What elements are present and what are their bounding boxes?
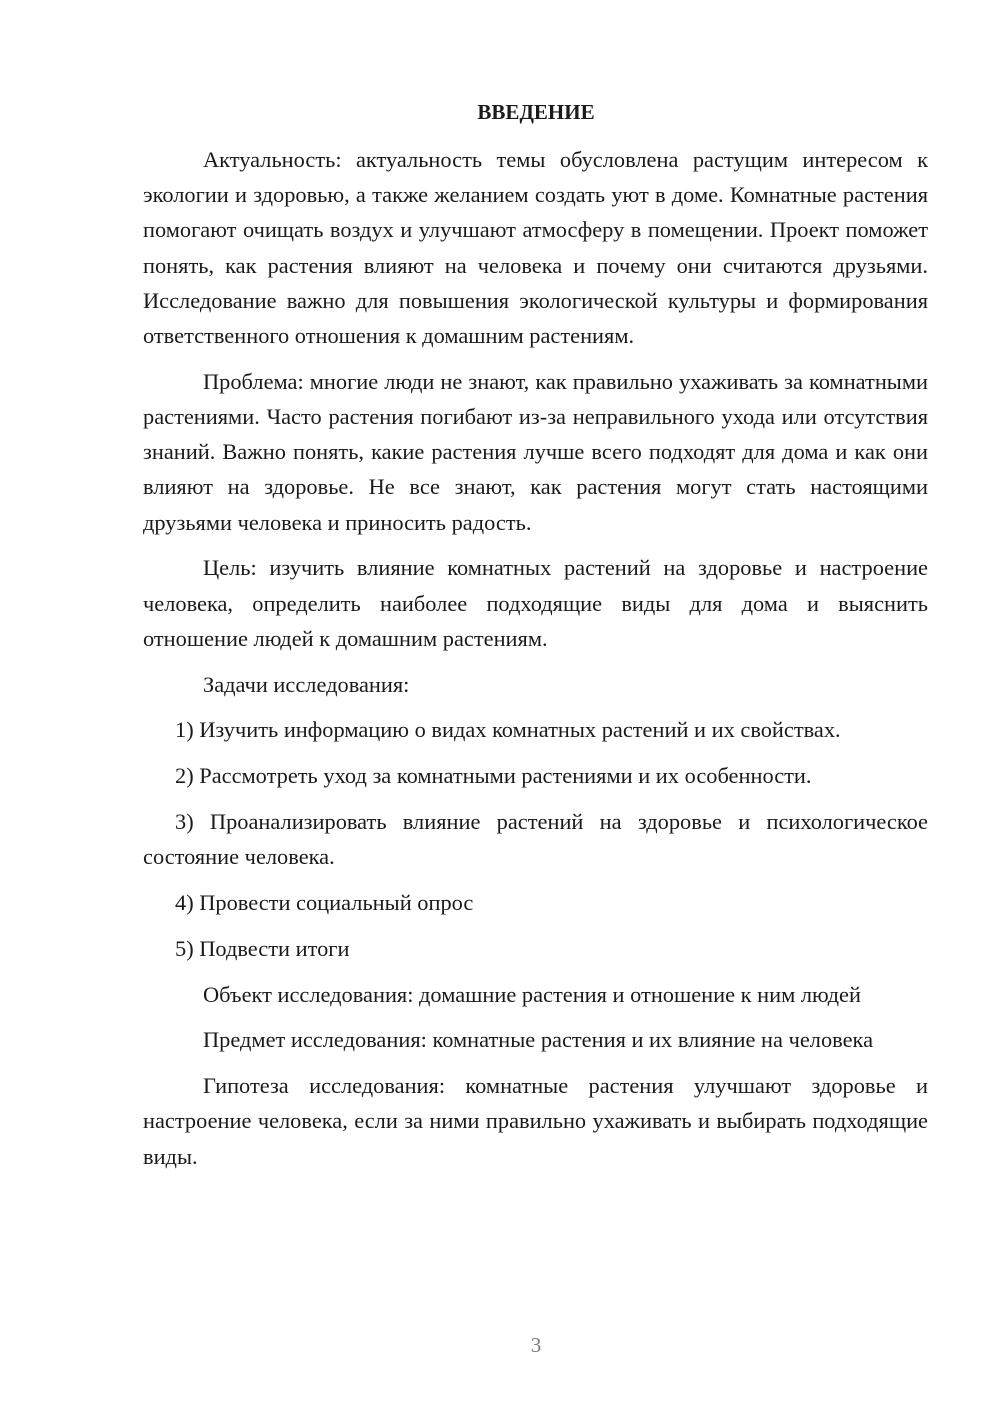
tasks-heading: Задачи исследования: — [203, 671, 410, 697]
goal-paragraph: Цель: изучить влияние комнатных растений на здоровье и настроение человека, определить наиболее подходящие виды для дома и выяснить отношение людей к домашним растениям. — [143, 555, 928, 651]
page-title: ВВЕДЕНИЕ — [477, 100, 595, 124]
problem-paragraph: Проблема: многие люди не знают, как правильно ухаживать за комнатными растениями. Часто растения погибают из-за неправильного ухода или отсутствия знаний. Важно понять, какие растения лучше всего подходят для дома и как они влияют на здоровье. Не все знают, как растения могут стать настоящими друзьями человека и приносить радость. — [143, 368, 928, 535]
task-item-2: 2) Рассмотреть уход за комнатными растениями и их особенности. — [175, 763, 812, 789]
document-body — [143, 142, 928, 1184]
task-item-5: 5) Подвести итоги — [175, 935, 350, 961]
task-item-1: 1) Изучить информацию о видах комнатных растений и их свойствах. — [175, 717, 841, 743]
task-item-3: 3) Проанализировать влияние растений на здоровье и психологическое состояние человека. — [143, 809, 928, 870]
subject-paragraph: Предмет исследования: комнатные растения и их влияние на человека — [203, 1027, 874, 1053]
relevance-paragraph: Актуальность: актуальность темы обусловлена растущим интересом к экологии и здоровью, а также желанием создать уют в доме. Комнатные растения помогают очищать воздух и улучшают атмосферу в помещении. Проект поможет понять, как растения влияют на человека и почему они считаются друзьями. Исследование важно для повышения экологической культуры и формирования ответственного отношения к домашним растениям. — [143, 147, 928, 349]
task-item-4: 4) Провести социальный опрос — [175, 890, 474, 916]
page-number: 3 — [530, 1333, 542, 1357]
object-paragraph: Объект исследования: домашние растения и отношение к ним людей — [203, 981, 861, 1007]
hypothesis-paragraph: Гипотеза исследования: комнатные растения улучшают здоровье и настроение человека, если за ними правильно ухаживать и выбирать подходящие виды. — [143, 1073, 928, 1169]
